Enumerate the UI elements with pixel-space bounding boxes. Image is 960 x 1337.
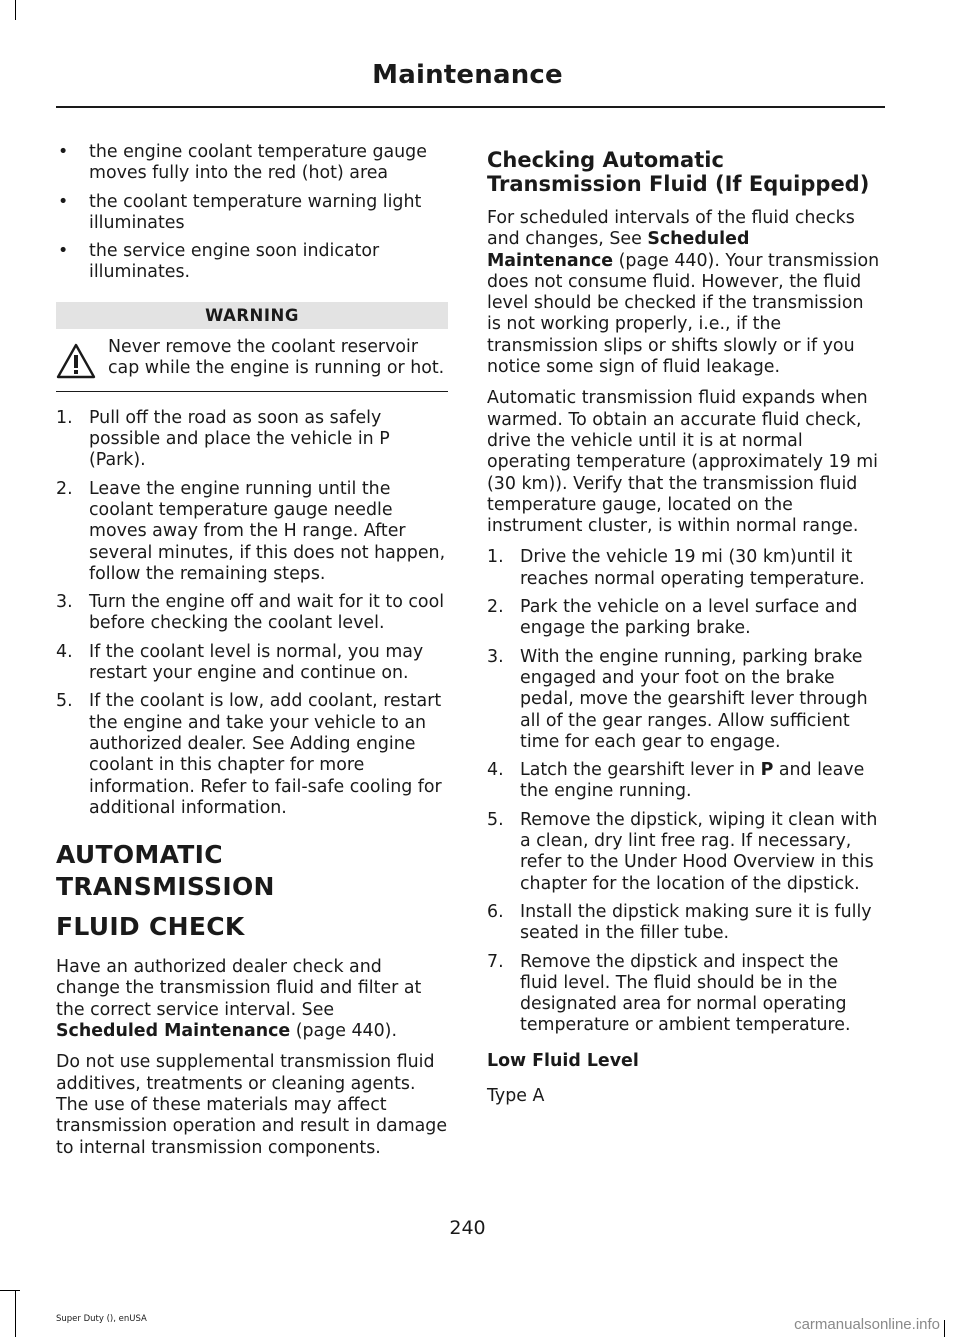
subsection-heading: Checking Automatic Transmission Fluid (If Equipped) <box>487 148 870 196</box>
list-item: 1. Pull off the road as soon as safely possible and place the vehicle in P (Park). <box>56 407 390 471</box>
warning-box <box>56 329 448 392</box>
header-rule <box>56 106 885 108</box>
warning-heading: WARNING <box>56 302 448 329</box>
list-item: 5. Remove the dipstick, wiping it clean with a clean, dry lint free rag. If necessary, refer to the Under Hood Overview in this chapter for the location of the dipstick. <box>487 809 878 894</box>
type-label: Type A <box>487 1085 545 1106</box>
section-heading: AUTOMATIC TRANSMISSION FLUID CHECK <box>56 840 275 942</box>
scheduled-maintenance-link[interactable]: Scheduled Maintenance <box>56 1021 291 1042</box>
list-item: 4. If the coolant level is normal, you may restart your engine and continue on. <box>56 641 424 684</box>
crop-mark-bottom-left-h <box>0 1290 20 1291</box>
page-title: Maintenance <box>372 60 563 90</box>
right-column <box>487 142 881 1117</box>
paragraph: Have an authorized dealer check and change the transmission fluid and filter at the correct service interval. See Scheduled Maintenance (page 440). <box>56 957 422 1042</box>
transmission-steps <box>487 547 881 1036</box>
list-item: 3. With the engine running, parking brake engaged and your foot on the brake pedal, move the gearshift lever through all of the gear ranges. Allow sufficient time for each gear to engage. <box>487 646 868 752</box>
crop-mark-top-left <box>15 0 16 20</box>
warning-text: Never remove the coolant reservoir cap while the engine is running or hot. <box>108 336 445 379</box>
list-item: • the coolant temperature warning light illuminates <box>58 191 422 233</box>
coolant-steps <box>56 408 448 819</box>
bullet-list <box>56 142 448 284</box>
list-item: 2. Leave the engine running until the coolant temperature gauge needle moves away from the H range. After several minutes, if this does not happen, follow the remaining steps. <box>56 478 446 584</box>
list-item: 4. Latch the gearshift lever in P and leave the engine running. <box>487 760 865 802</box>
watermark: carmanualsonline.info <box>794 1316 940 1333</box>
paragraph: Automatic transmission fluid expands when warmed. To obtain an accurate fluid check, drive the vehicle until it is at normal operating temperature (approximately 19 mi (30 km)). Verify that the transmission fluid temperature gauge, located on the instrument cluster, is within normal range. <box>487 388 878 537</box>
footer-text: Super Duty (), enUSA <box>56 1314 147 1324</box>
left-column <box>56 142 448 1169</box>
low-fluid-heading: Low Fluid Level <box>487 1050 639 1071</box>
list-item: 3. Turn the engine off and wait for it to cool before checking the coolant level. <box>56 592 445 634</box>
list-item: 7. Remove the dipstick and inspect the fluid level. The fluid should be in the designated area for normal operating temperature or ambient temperature. <box>487 951 851 1036</box>
crop-mark-bottom-right <box>944 1320 945 1337</box>
list-item: 6. Install the dipstick making sure it is fully seated in the filler tube. <box>487 901 872 944</box>
warning-triangle-icon <box>56 343 96 379</box>
paragraph: For scheduled intervals of the fluid checks and changes, See Scheduled Maintenance (page 440). Your transmission does not consume fluid. However, the fluid level should be checked if the transmission is not working properly, i.e., if the transmission slips or shifts slowly or if you notice some sign of fluid leakage. <box>487 208 880 378</box>
scheduled-maintenance-link[interactable]: Scheduled Maintenance <box>487 229 750 271</box>
list-item: 5. If the coolant is low, add coolant, restart the engine and take your vehicle to an authorized dealer. See Adding engine coolant in this chapter for more information. Refer to fail-safe cooling for additional information. <box>56 691 442 818</box>
list-item: • the engine coolant temperature gauge moves fully into the red (hot) area <box>58 142 427 184</box>
list-item: • the service engine soon indicator illuminates. <box>58 241 380 283</box>
list-item: 1. Drive the vehicle 19 mi (30 km)until it reaches normal operating temperature. <box>487 547 865 589</box>
crop-mark-bottom-left <box>15 1290 16 1337</box>
paragraph: Do not use supplemental transmission fluid additives, treatments or cleaning agents. The use of these materials may affect transmission operation and result in damage to internal transmission components. <box>56 1052 448 1158</box>
list-item: 2. Park the vehicle on a level surface and engage the parking brake. <box>487 597 858 639</box>
page-number: 240 <box>449 1217 486 1239</box>
